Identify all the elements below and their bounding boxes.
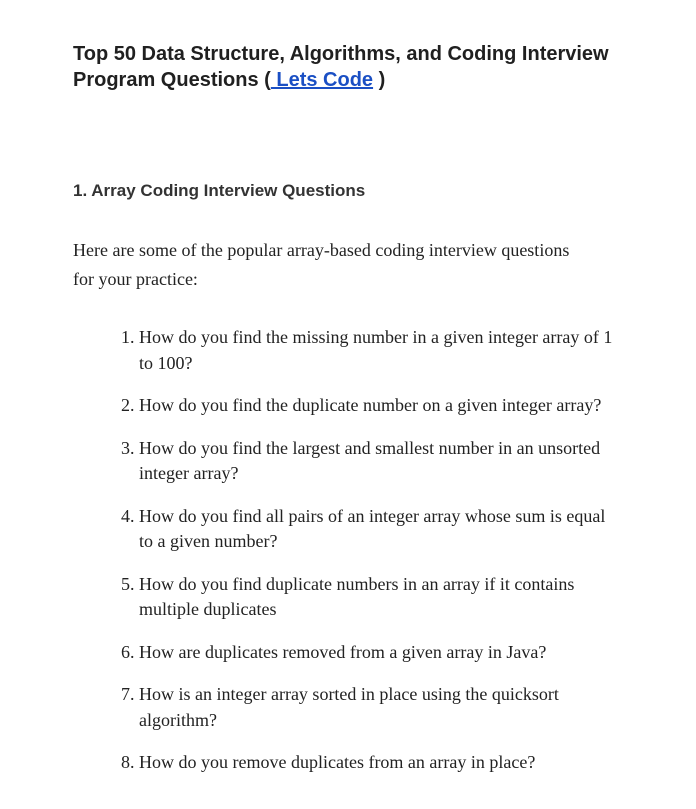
question-number: 2.	[121, 395, 139, 415]
page-title	[73, 41, 653, 93]
question-number: 3.	[121, 437, 139, 458]
question-number: 7.	[121, 684, 139, 704]
question-number: 6.	[121, 641, 139, 662]
question-text: How do you find the duplicate number on a given integer array?	[139, 395, 602, 415]
question-text: How is an integer array sorted in place using the quicksort algorithm?	[139, 684, 559, 730]
list-item	[121, 504, 621, 555]
list-item	[121, 750, 621, 776]
list-item	[121, 572, 621, 623]
question-text: How do you find duplicate numbers in an array if it contains multiple duplicates	[139, 573, 575, 619]
question-list	[121, 325, 621, 793]
intro-paragraph: Here are some of the popular array-based coding interview questions for your practice:	[73, 240, 570, 289]
question-text: How do you remove duplicates from an array in place?	[139, 752, 536, 772]
list-item	[121, 436, 621, 487]
question-text: How are duplicates removed from a given array in Java?	[139, 641, 547, 662]
question-number: 4.	[121, 505, 139, 526]
list-item	[121, 325, 621, 376]
title-suffix: )	[373, 69, 386, 91]
question-text: How do you find all pairs of an integer array whose sum is equal to a given number?	[139, 505, 606, 551]
question-text: How do you find the missing number in a given integer array of 1 to 100?	[139, 327, 613, 373]
section-heading: 1. Array Coding Interview Questions	[73, 181, 366, 200]
question-number: 1.	[121, 327, 139, 347]
question-number: 8.	[121, 752, 139, 772]
lets-code-link[interactable]: Lets Code	[270, 69, 374, 91]
question-text: How do you find the largest and smallest number in an unsorted integer array?	[139, 437, 601, 483]
list-item	[121, 682, 621, 733]
list-item	[121, 640, 621, 666]
question-number: 5.	[121, 573, 139, 594]
title-text: Top 50 Data Structure, Algorithms, and Coding Interview Program Questions (	[73, 43, 609, 91]
list-item	[121, 393, 621, 419]
